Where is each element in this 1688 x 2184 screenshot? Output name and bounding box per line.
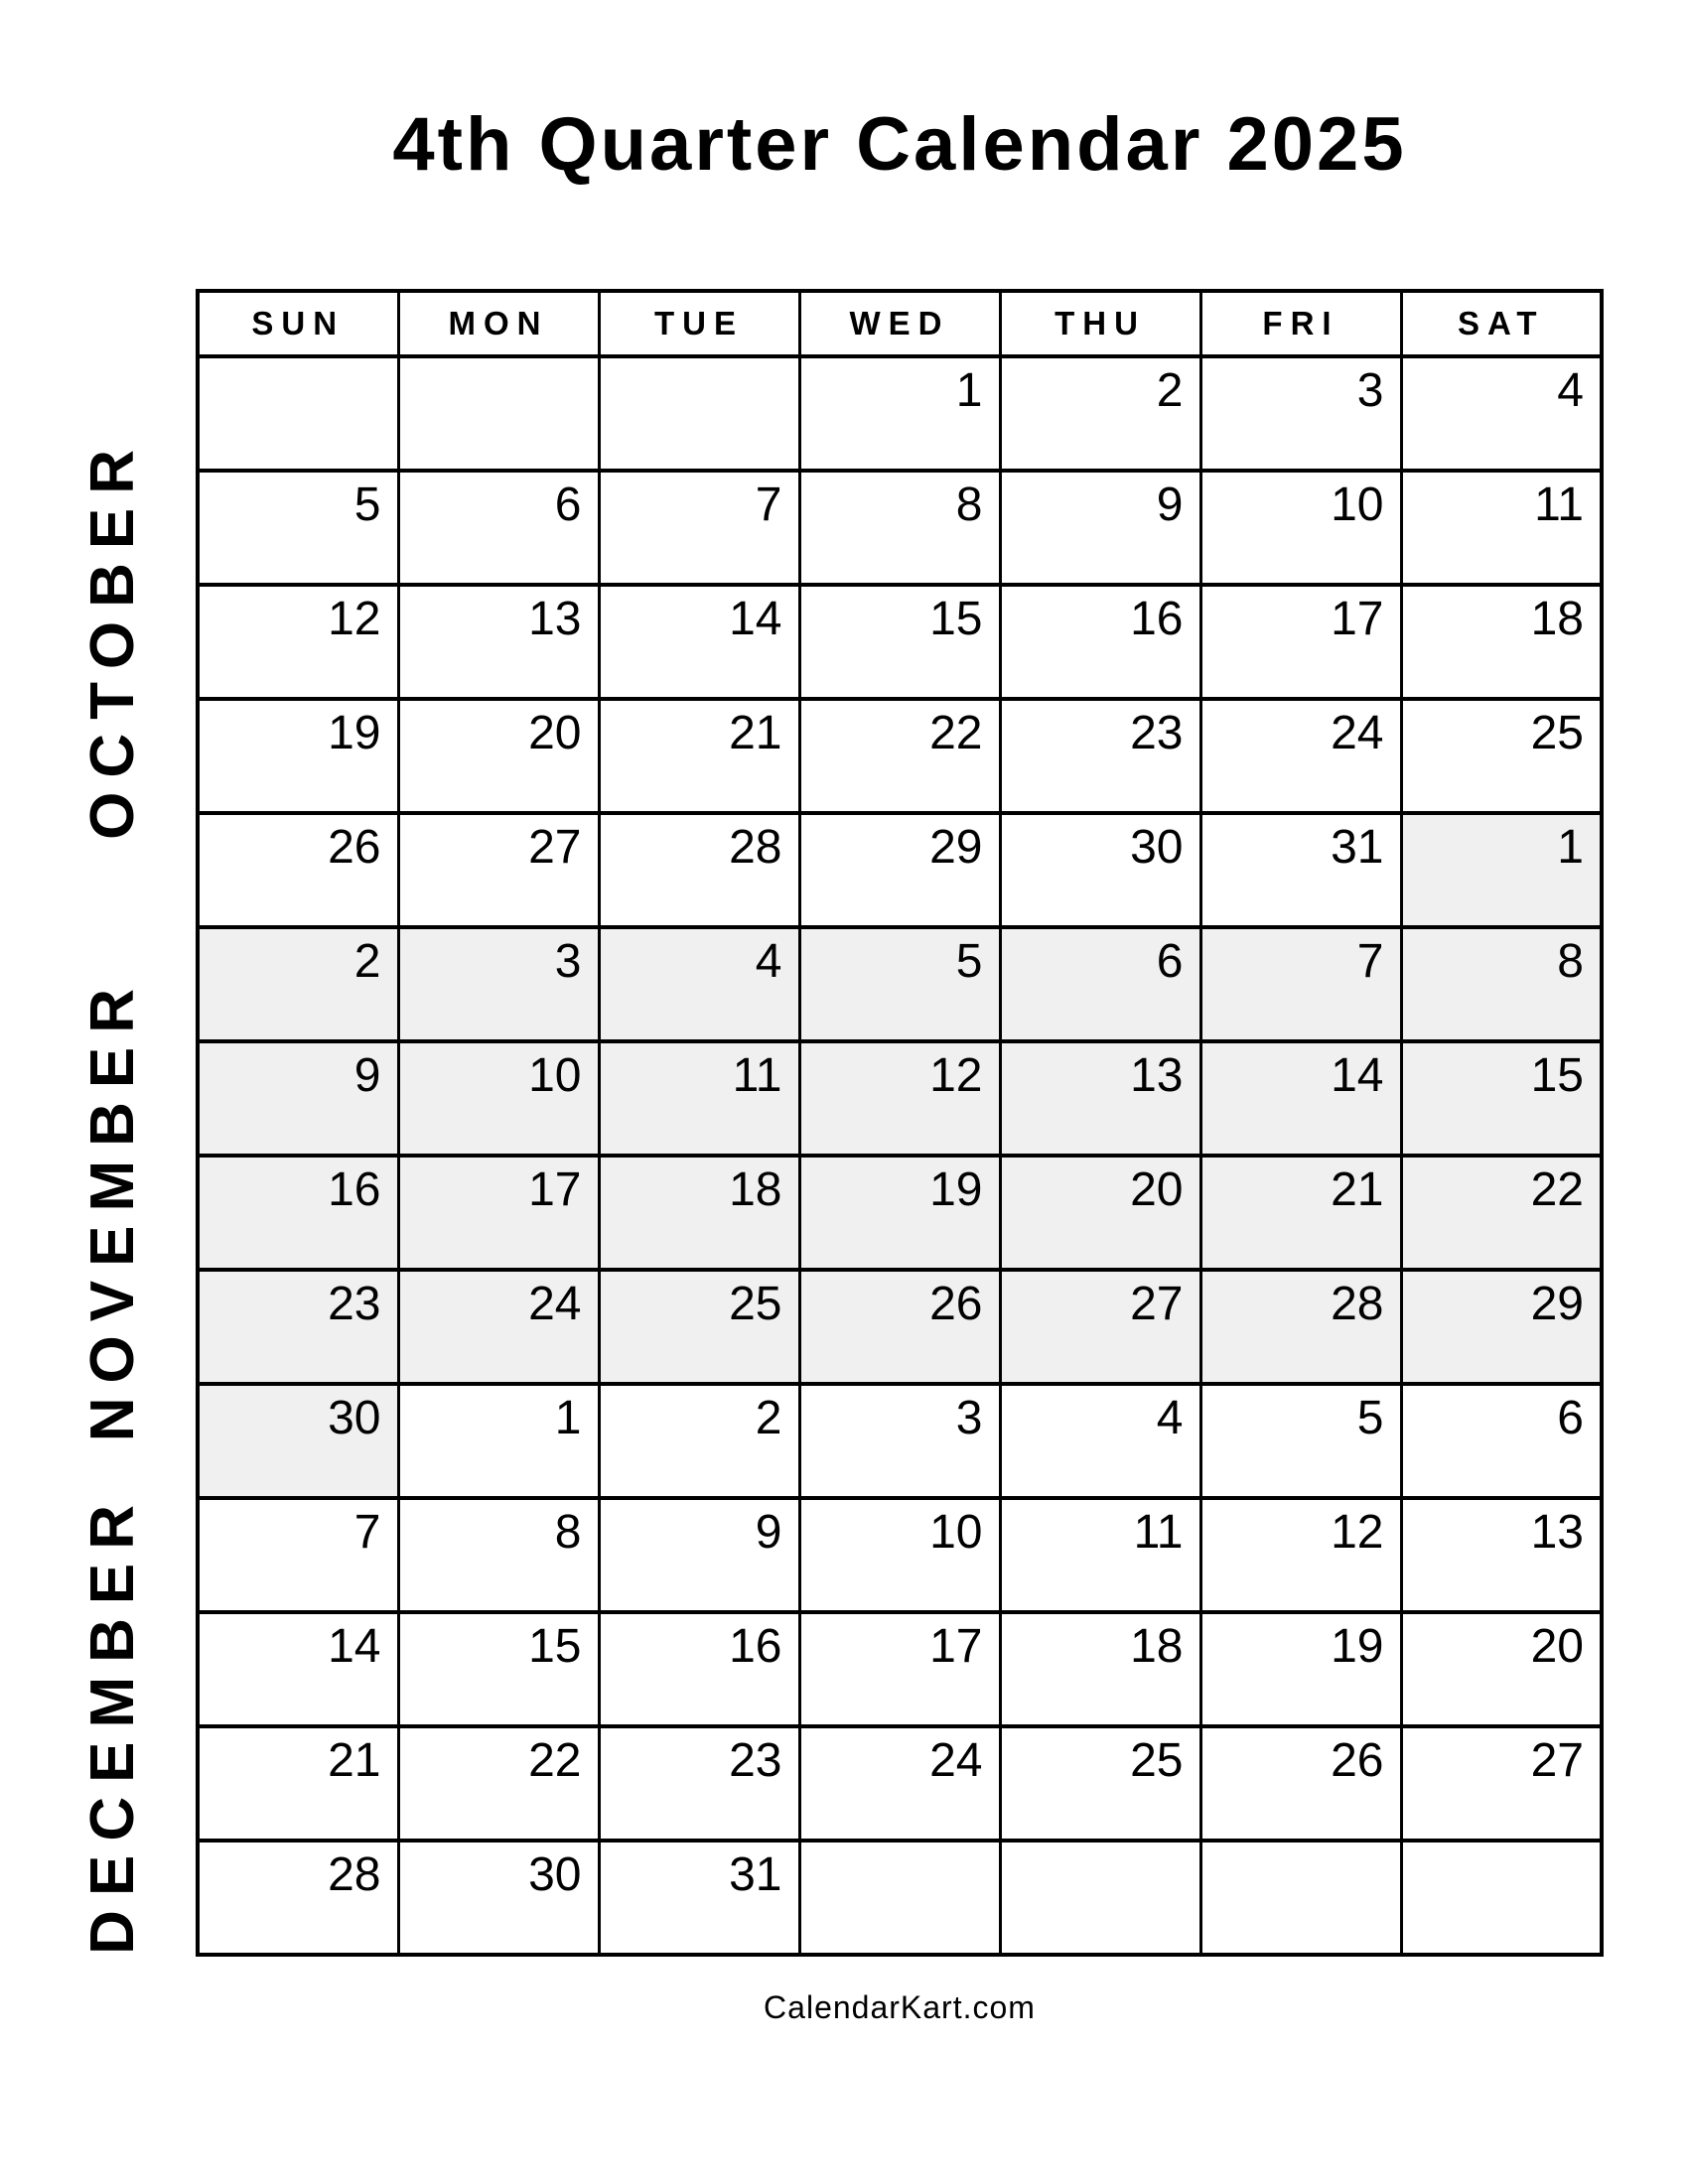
day-cell: 21 [599, 699, 799, 813]
day-cell: 17 [799, 1612, 1000, 1726]
day-cell: 23 [198, 1270, 398, 1384]
day-cell: 1 [398, 1384, 599, 1498]
day-cell: 11 [599, 1041, 799, 1156]
day-cell: 10 [799, 1498, 1000, 1612]
day-cell: 6 [398, 471, 599, 585]
day-cell [599, 356, 799, 471]
day-cell: 12 [1200, 1498, 1401, 1612]
day-cell: 18 [1000, 1612, 1200, 1726]
calendar-week-row [198, 1041, 1602, 1156]
day-cell: 19 [1200, 1612, 1401, 1726]
day-cell: 10 [1200, 471, 1401, 585]
day-cell: 19 [198, 699, 398, 813]
day-cell [1200, 1841, 1401, 1955]
day-cell: 6 [1401, 1384, 1602, 1498]
day-cell: 3 [398, 927, 599, 1041]
day-cell: 28 [599, 813, 799, 927]
day-cell: 27 [1000, 1270, 1200, 1384]
day-cell: 2 [1000, 356, 1200, 471]
day-cell: 11 [1000, 1498, 1200, 1612]
day-cell: 7 [1200, 927, 1401, 1041]
calendar-week-row [198, 699, 1602, 813]
day-cell: 16 [1000, 585, 1200, 699]
calendar-grid [196, 289, 1604, 1957]
day-cell: 15 [799, 585, 1000, 699]
day-cell [1401, 1841, 1602, 1955]
day-cell: 7 [599, 471, 799, 585]
day-cell: 9 [1000, 471, 1200, 585]
day-cell: 30 [1000, 813, 1200, 927]
day-cell: 14 [198, 1612, 398, 1726]
month-label-december [36, 1490, 190, 1955]
day-cell: 10 [398, 1041, 599, 1156]
day-cell: 13 [1401, 1498, 1602, 1612]
day-cell: 27 [398, 813, 599, 927]
day-cell [398, 356, 599, 471]
day-cell: 5 [1200, 1384, 1401, 1498]
day-cell: 29 [799, 813, 1000, 927]
day-cell: 9 [599, 1498, 799, 1612]
day-cell: 14 [599, 585, 799, 699]
day-cell: 4 [599, 927, 799, 1041]
weekday-header-row [198, 291, 1602, 356]
calendar-week-row [198, 471, 1602, 585]
month-label-text: OCTOBER [78, 436, 147, 840]
weekday-header-sun: SUN [198, 291, 398, 356]
day-cell: 3 [1200, 356, 1401, 471]
month-label-text: NOVEMBER [78, 975, 147, 1442]
day-cell: 24 [398, 1270, 599, 1384]
calendar-week-row [198, 1498, 1602, 1612]
day-cell: 6 [1000, 927, 1200, 1041]
day-cell: 28 [198, 1841, 398, 1955]
day-cell: 23 [599, 1726, 799, 1841]
day-cell: 20 [1000, 1156, 1200, 1270]
calendar-week-row [198, 356, 1602, 471]
day-cell: 5 [799, 927, 1000, 1041]
day-cell: 22 [1401, 1156, 1602, 1270]
day-cell: 12 [799, 1041, 1000, 1156]
day-cell: 16 [198, 1156, 398, 1270]
month-label-text: DECEMBER [78, 1490, 147, 1955]
day-cell: 23 [1000, 699, 1200, 813]
month-label-november [36, 923, 190, 1494]
calendar-week-row [198, 1612, 1602, 1726]
calendar-week-row [198, 813, 1602, 927]
footer-site-name: CalendarKart.com [764, 1989, 1036, 2025]
calendar-week-row [198, 927, 1602, 1041]
calendar-table [196, 289, 1604, 1957]
day-cell [198, 356, 398, 471]
month-label-october [36, 352, 190, 923]
day-cell: 13 [1000, 1041, 1200, 1156]
day-cell: 20 [1401, 1612, 1602, 1726]
calendar-week-row [198, 1841, 1602, 1955]
day-cell: 17 [1200, 585, 1401, 699]
weekday-header-thu: THU [1000, 291, 1200, 356]
calendar-body [198, 356, 1602, 1955]
day-cell: 26 [198, 813, 398, 927]
day-cell: 19 [799, 1156, 1000, 1270]
day-cell: 8 [398, 1498, 599, 1612]
day-cell: 16 [599, 1612, 799, 1726]
day-cell: 24 [1200, 699, 1401, 813]
weekday-header-sat: SAT [1401, 291, 1602, 356]
day-cell: 1 [799, 356, 1000, 471]
calendar-week-row [198, 1726, 1602, 1841]
day-cell: 25 [1401, 699, 1602, 813]
day-cell: 25 [1000, 1726, 1200, 1841]
day-cell: 8 [799, 471, 1000, 585]
day-cell [799, 1841, 1000, 1955]
day-cell: 12 [198, 585, 398, 699]
day-cell: 25 [599, 1270, 799, 1384]
day-cell: 15 [1401, 1041, 1602, 1156]
weekday-header-fri: FRI [1200, 291, 1401, 356]
day-cell: 27 [1401, 1726, 1602, 1841]
day-cell: 5 [198, 471, 398, 585]
day-cell: 4 [1000, 1384, 1200, 1498]
day-cell: 13 [398, 585, 599, 699]
day-cell: 21 [198, 1726, 398, 1841]
day-cell: 15 [398, 1612, 599, 1726]
page-title: 4th Quarter Calendar 2025 [392, 102, 1407, 187]
day-cell: 17 [398, 1156, 599, 1270]
day-cell: 14 [1200, 1041, 1401, 1156]
day-cell: 8 [1401, 927, 1602, 1041]
day-cell: 26 [799, 1270, 1000, 1384]
calendar-week-row [198, 1270, 1602, 1384]
day-cell: 18 [599, 1156, 799, 1270]
day-cell: 29 [1401, 1270, 1602, 1384]
day-cell: 31 [599, 1841, 799, 1955]
day-cell: 26 [1200, 1726, 1401, 1841]
month-labels-column [36, 289, 190, 1955]
day-cell: 20 [398, 699, 599, 813]
day-cell: 24 [799, 1726, 1000, 1841]
day-cell: 22 [398, 1726, 599, 1841]
day-cell: 30 [398, 1841, 599, 1955]
day-cell: 7 [198, 1498, 398, 1612]
calendar-week-row [198, 1156, 1602, 1270]
day-cell: 2 [599, 1384, 799, 1498]
weekday-header-tue: TUE [599, 291, 799, 356]
day-cell: 1 [1401, 813, 1602, 927]
day-cell [1000, 1841, 1200, 1955]
weekday-header-wed: WED [799, 291, 1000, 356]
day-cell: 22 [799, 699, 1000, 813]
day-cell: 3 [799, 1384, 1000, 1498]
day-cell: 31 [1200, 813, 1401, 927]
day-cell: 9 [198, 1041, 398, 1156]
calendar-week-row [198, 1384, 1602, 1498]
day-cell: 30 [198, 1384, 398, 1498]
day-cell: 21 [1200, 1156, 1401, 1270]
calendar-week-row [198, 585, 1602, 699]
day-cell: 18 [1401, 585, 1602, 699]
day-cell: 4 [1401, 356, 1602, 471]
day-cell: 28 [1200, 1270, 1401, 1384]
day-cell: 2 [198, 927, 398, 1041]
weekday-header-mon: MON [398, 291, 599, 356]
day-cell: 11 [1401, 471, 1602, 585]
